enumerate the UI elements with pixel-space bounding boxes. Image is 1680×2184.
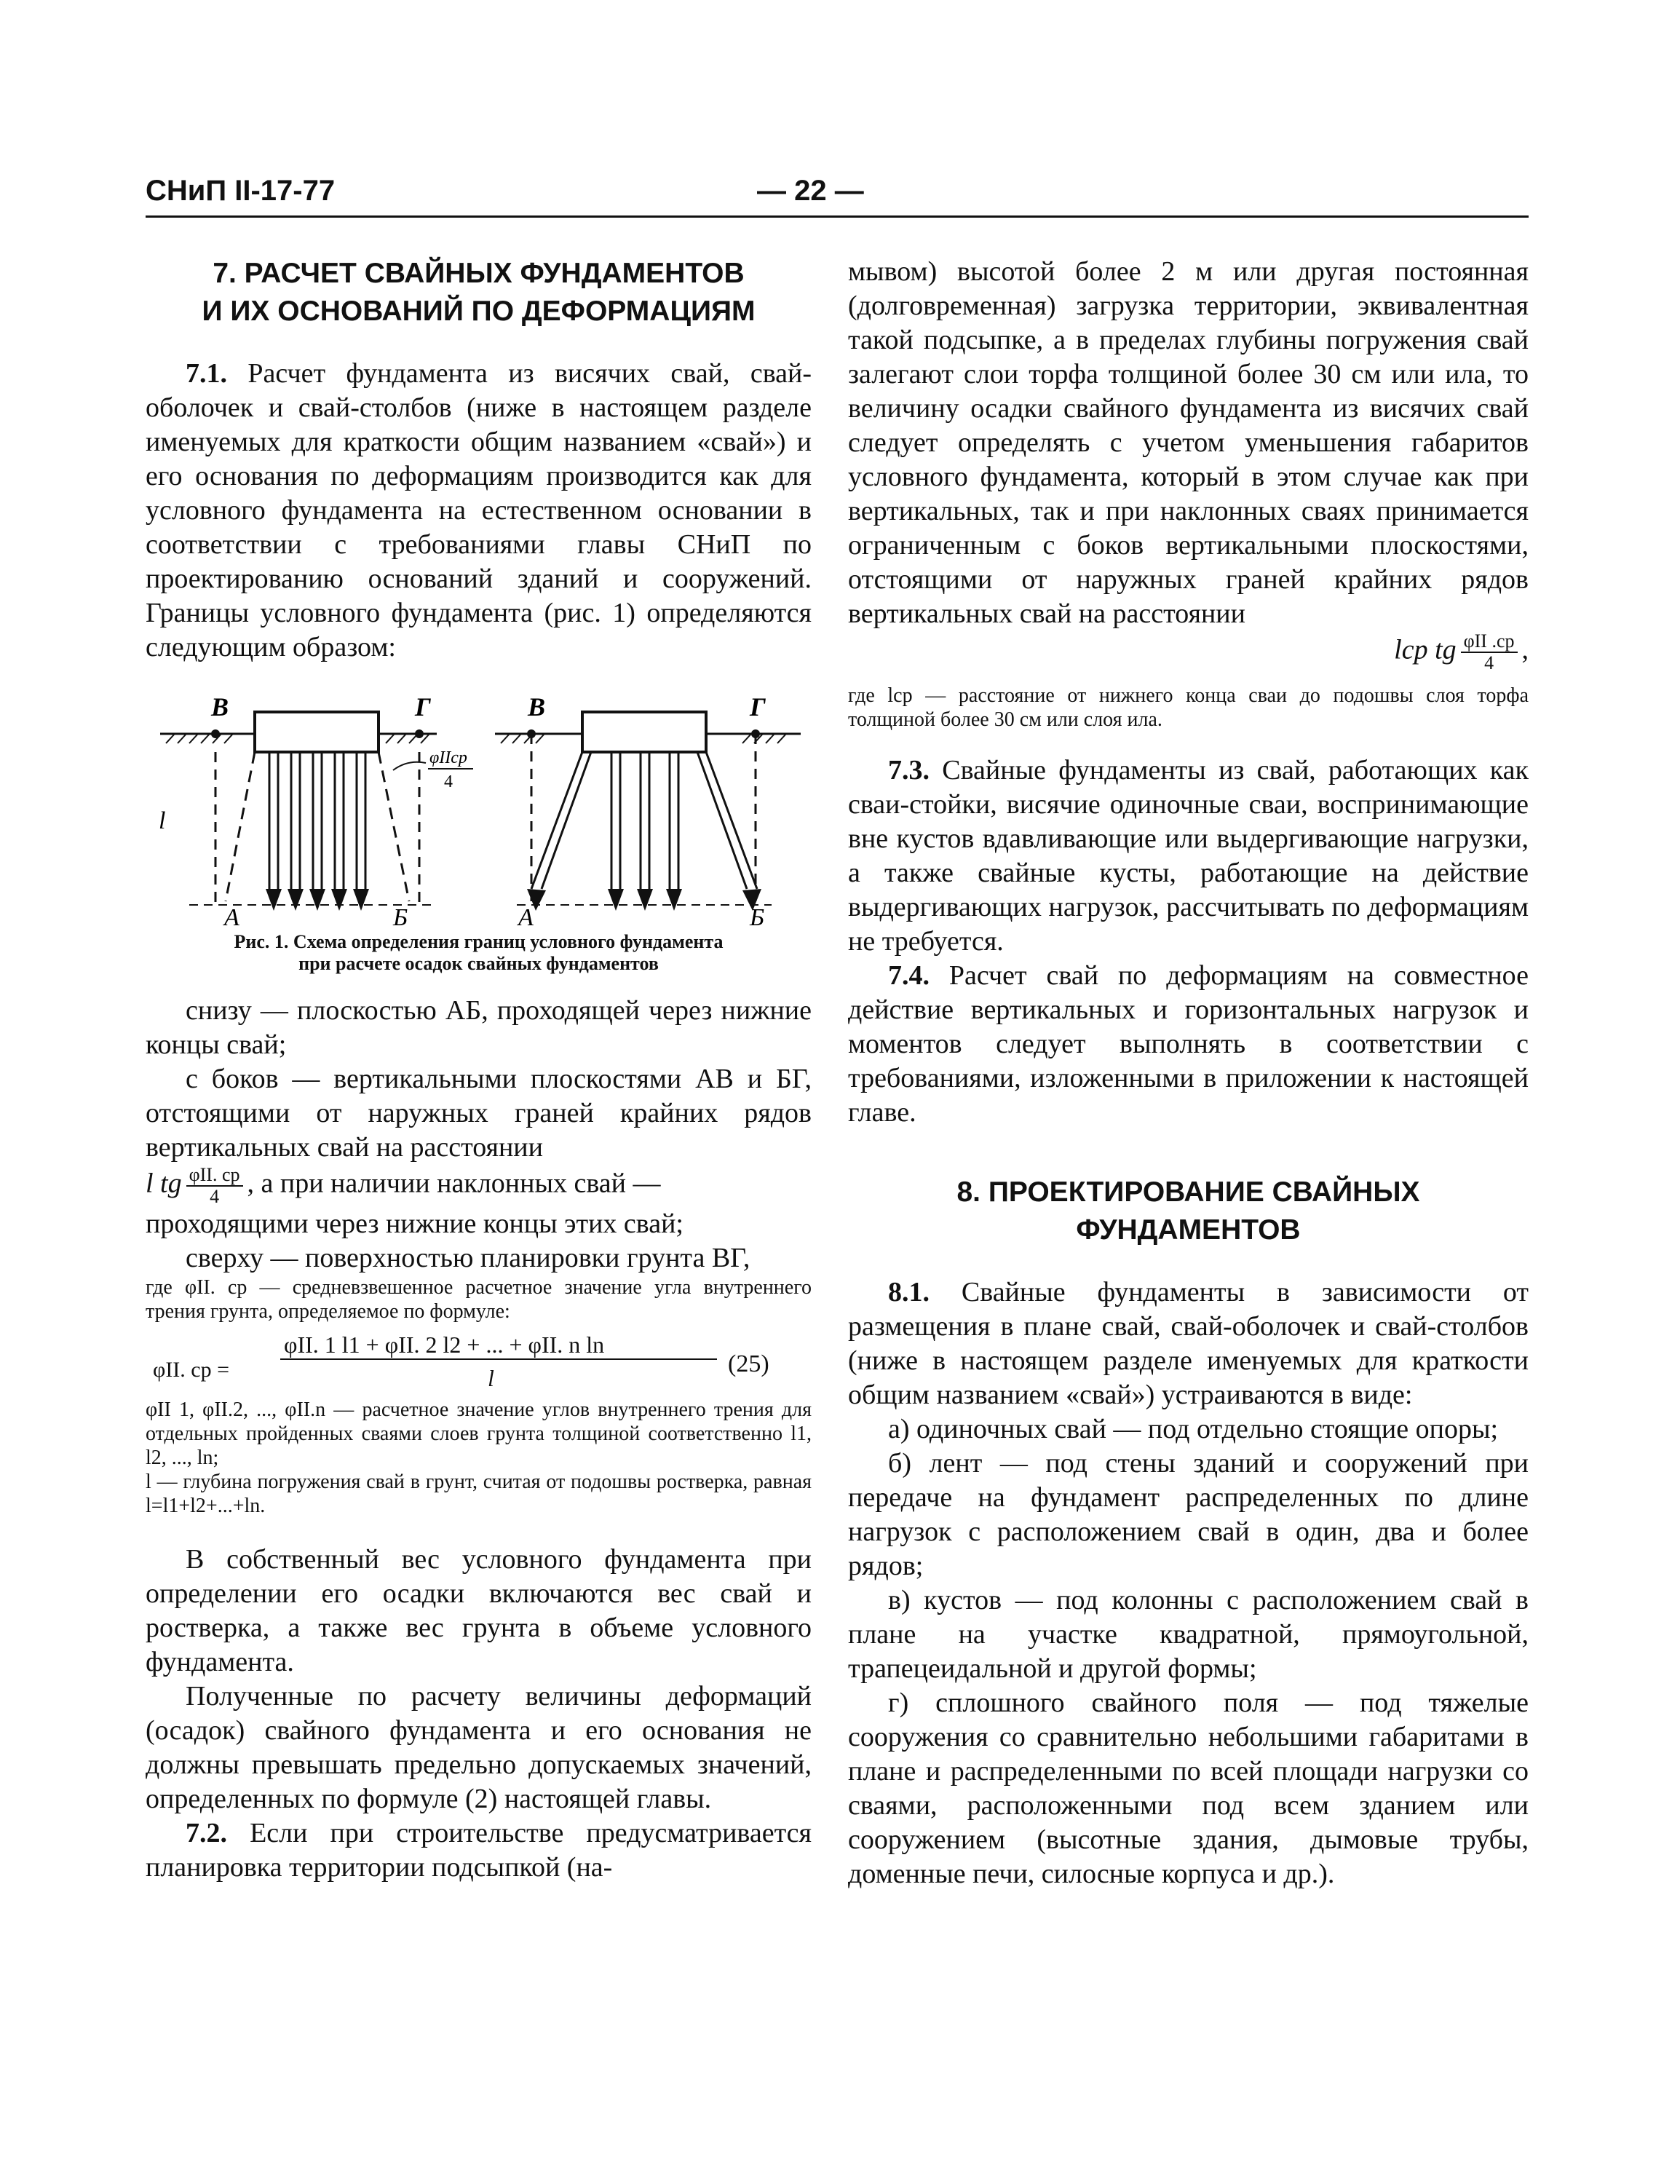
paragraph-7-3 (848, 753, 1529, 959)
tg-suffix: , а при наличии наклонных свай — (247, 1168, 661, 1199)
list-item-v: в) кустов — под колонны с расположением свай в плане на участке квадратной, прямоугольной, трапецеидальной и другой формы; (848, 1585, 1529, 1684)
lcp-suffix: , (1521, 634, 1529, 665)
l-definition: l — глубина погружения свай в грунт, считая от подошвы ростверка, равная l=l1+l2+...+ln. (146, 1471, 812, 1517)
label-l-depth: l (159, 807, 166, 834)
label-v-right: В (528, 694, 546, 721)
lcp-denominator: 4 (1484, 652, 1494, 673)
paragraph-7-4 (848, 959, 1529, 1130)
right-column (848, 255, 1529, 1891)
clause-number: 7.3. (888, 755, 930, 786)
page-header (146, 175, 1529, 218)
paragraph-7-2-continued: мывом) высотой более 2 м или другая постоянная (долговременная) загрузка территории, эквивалентная такой подсыпке, а в пределах глубины погружения свай залегают слои торфа толщиной более 30 см или ила, то величину осадки свайного фундамента из висячих свай следует определять с учетом уменьшения габаритов условного фундамента, который в этом случае как при вертикальных, так и при наклонных сваях принимается ограниченным с боков вертикальными плоскостями, отстоящими от наружных граней крайних рядов вертикальных свай на расстоянии (848, 256, 1529, 629)
formula-lhs: φII. ср = (153, 1358, 230, 1382)
formula-fraction-bar (280, 1358, 717, 1360)
formula-number: (25) (728, 1350, 769, 1377)
lcp-fraction (1461, 631, 1518, 673)
section-8-title-line2: ФУНДАМЕНТОВ (1076, 1214, 1301, 1246)
figure-caption (146, 931, 812, 975)
phi-list-definition: φII 1, φII.2, ..., φII.n — расчетное значение углов внутреннего трения для отдельных пройденных сваями слоев грунта толщиной соответственно l1, l2, ..., ln; (146, 1398, 812, 1469)
formula-25 (146, 1328, 812, 1391)
label-g-left: Г (415, 694, 431, 721)
paragraph-7-2 (146, 1816, 812, 1885)
inclined-piles-text: проходящими через нижние концы этих свай; (146, 1208, 684, 1239)
left-column (146, 255, 812, 1885)
phi-definition: где φII. ср — средневзвешенное расчетное значение угла внутреннего трения грунта, определяемое по формуле: (146, 1276, 812, 1323)
tg-expression-line (146, 1165, 812, 1207)
label-a-left: А (224, 904, 239, 927)
caption-line1: Рис. 1. Схема определения границ условного фундамента (234, 931, 724, 952)
paragraph-text: Свайные фундаменты в зависимости от размещения в плане свай, свай-оболочек и свай-столбов (ниже в настоящем разделе именуемых для краткости общим названием «свай») устраиваются в виде: (848, 1277, 1529, 1410)
top-boundary-text: сверху — поверхностью планировки грунта ВГ, (186, 1243, 750, 1273)
tg-prefix: l tg (146, 1168, 182, 1199)
section-7-title-line1: 7. РАСЧЕТ СВАЙНЫХ ФУНДАМЕНТОВ (213, 258, 745, 289)
lcp-definition: где lср — расстояние от нижнего конца сваи до подошвы слоя торфа толщиной более 30 см или слоя ила. (848, 684, 1529, 731)
lcp-prefix: lср tg (1394, 634, 1457, 665)
paragraph-limit: Полученные по расчету величины деформаций (осадок) свайного фундамента и его основания не должны превышать предельно допускаемых значений, определенных по формуле (2) настоящей главы. (146, 1681, 812, 1814)
figure-1 (146, 694, 812, 927)
side-boundary-text: с боков — вертикальными плоскостями АВ и БГ, отстоящими от наружных граней крайних рядов вертикальных свай на расстоянии (146, 1064, 812, 1163)
section-7-title (146, 255, 812, 331)
paragraph-8-1 (848, 1275, 1529, 1412)
section-8-title-line1: 8. ПРОЕКТИРОВАНИЕ СВАЙНЫХ (956, 1176, 1420, 1208)
clause-number: 7.4. (888, 960, 930, 991)
lcp-numerator: φII .ср (1461, 631, 1518, 653)
tg-fraction (186, 1165, 243, 1207)
paragraph-7-1 (146, 357, 812, 665)
header-rule (146, 215, 1529, 218)
section-7-title-line2: И ИХ ОСНОВАНИЙ ПО ДЕФОРМАЦИЯМ (202, 296, 756, 327)
bottom-boundary-text: снизу — плоскостью АБ, проходящей через нижние концы свай; (146, 995, 812, 1060)
document-code: СНиП II-17-77 (146, 175, 336, 207)
paragraph-text: Расчет фундамента из висячих свай, свай-оболочек и свай-столбов (ниже в настоящем разделе именуемых для краткости общим названием «свай») и его основания по деформациям производится как для условного фундамента на естественном основании в соответствии с требованиями главы СНиП по проектированию оснований зданий и сооружений. Границы условного фундамента (рис. 1) определяются следующим образом: (146, 358, 812, 662)
tg-denominator: 4 (210, 1186, 220, 1207)
lcp-expression-line (848, 631, 1529, 673)
tg-numerator: φII. ср (186, 1165, 243, 1187)
clause-number: 8.1. (888, 1277, 930, 1307)
section-8-title (848, 1174, 1529, 1249)
clause-number: 7.2. (186, 1818, 227, 1848)
label-v-left: В (211, 694, 229, 721)
paragraph-text: Свайные фундаменты из свай, работающих как сваи-стойки, висячие одиночные сваи, воспринимающие вне кустов вдавливающие или выдергивающие нагрузки, а также свайные кусты, работающие на действие выдергивающих нагрузок, рассчитывать по деформациям не требуется. (848, 755, 1529, 957)
paragraph-text: Расчет свай по деформациям на совместное действие вертикальных и горизонтальных нагрузок и моментов следует выполнять в соответствии с требованиями, изложенными в приложении к настоящей главе. (848, 960, 1529, 1128)
clause-number: 7.1. (186, 358, 227, 389)
list-item-b: б) лент — под стены зданий и сооружений при передаче на фундамент распределенных по длине нагрузок с расположением свай в один, два и более рядов; (848, 1448, 1529, 1581)
paragraph-weight: В собственный вес условного фундамента при определении его осадки включаются вес свай и ростверка, а также вес грунта в объеме условного фундамента. (146, 1544, 812, 1677)
label-a-right: А (518, 904, 534, 927)
formula-denominator: l (488, 1365, 494, 1391)
list-item-a: а) одиночных свай — под отдельно стоящие опоры; (888, 1414, 1499, 1444)
paragraph-text: Если при строительстве предусматривается планировка территории подсыпкой (на- (146, 1818, 812, 1883)
label-b-left: Б (393, 904, 408, 927)
formula-numerator: φII. 1 l1 + φII. 2 l2 + ... + φII. n ln (284, 1332, 605, 1358)
angle-numerator: φIIср (429, 748, 467, 767)
label-g-right: Г (750, 694, 766, 721)
page-number: — 22 — (757, 175, 864, 207)
angle-denominator: 4 (444, 772, 453, 791)
caption-line2: при расчете осадок свайных фундаментов (298, 953, 659, 974)
foundation-diagram (146, 694, 812, 927)
label-b-right: Б (750, 904, 765, 927)
list-item-g: г) сплошного свайного поля — под тяжелые сооружения со сравнительно небольшими габаритами в плане и распределенными по всей площади нагрузки со сваями, расположенными под всем зданием или сооружением (высотные здания, дымовые трубы, доменные печи, силосные корпуса и др.). (848, 1688, 1529, 1889)
